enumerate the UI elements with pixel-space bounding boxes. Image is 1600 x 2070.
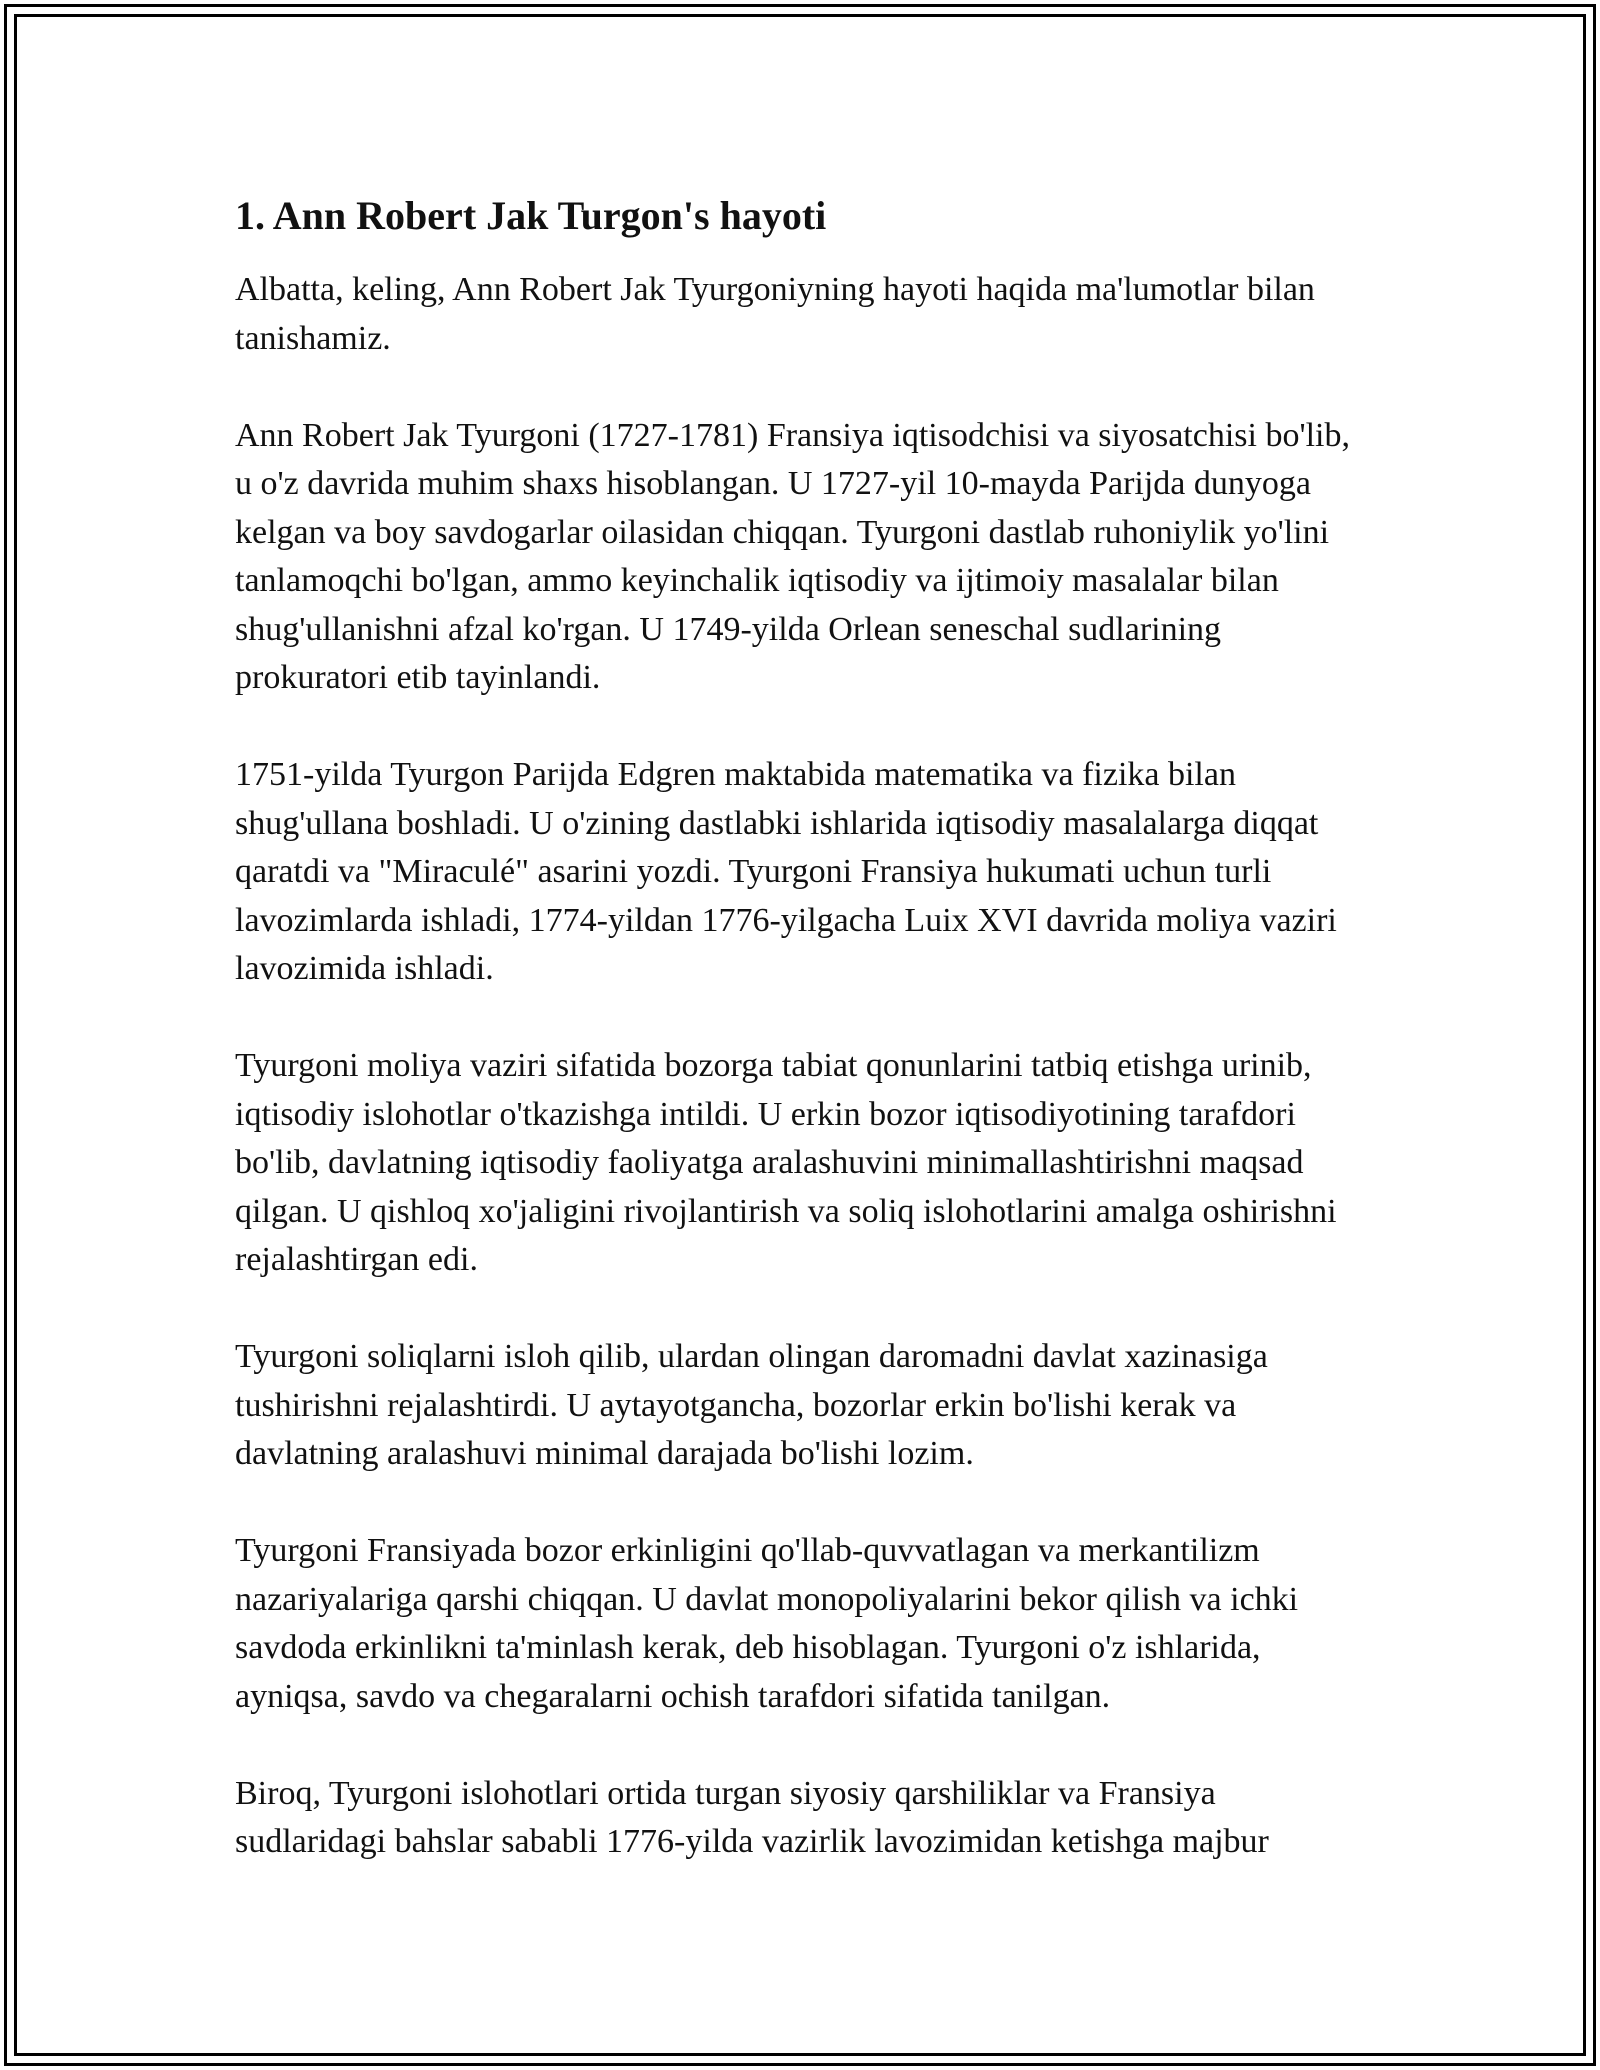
paragraph-finance-minister: Tyurgoni moliya vaziri sifatida bozorga tabiat qonunlarini tatbiq etishga urinib, iqtisodiy islohotlar o'tkazishga intildi. U erkin bozor iqtisodiyotining tarafdori bo'lib, davlatning iqtisodiy faoliyatga aralashuvini minimallashtirishni maqsad qilgan. U qishloq xo'jaligini rivojlantirish va soliq islohotlarini amalga oshirishni rejalashtirgan edi. [235,1047,1337,1278]
paragraph-resignation: Biroq, Tyurgoni islohotlari ortida turgan siyosiy qarshiliklar va Fransiya sudlaridagi bahslar sababli 1776-yilda vazirlik lavozimidan ketishga majbur [235,1774,1269,1860]
paragraph-1751: 1751-yilda Tyurgon Parijda Edgren maktabida matematika va fizika bilan shug'ullana boshladi. U o'zining dastlabki ishlarida iqtisodiy masalalarga diqqat qaratdi va "Miraculé" asarini yozdi. Tyurgoni Fransiya hukumati uchun turli lavozimlarda ishladi, 1774-yildan 1776-yilgacha Luix XVI davrida moliya vaziri lavozimida ishladi. [235,756,1337,987]
paragraph-intro: Albatta, keling, Ann Robert Jak Tyurgoniyning hayoti haqida ma'lumotlar bilan tanishamiz. [235,271,1315,357]
paragraph-biography: Ann Robert Jak Tyurgoni (1727-1781) Fransiya iqtisodchisi va siyosatchisi bo'lib, u o'z davrida muhim shaxs hisoblangan. U 1727-yil 10-mayda Parijda dunyoga kelgan va boy savdogarlar oilasidan chiqqan. Tyurgoni dastlab ruhoniylik yo'lini tanlamoqchi bo'lgan, ammo keyinchalik iqtisodiy va ijtimoiy masalalar bilan shug'ullanishni afzal ko'rgan. U 1749-yilda Orlean seneschal sudlarining prokuratori etib tayinlandi. [235,416,1350,696]
paragraph-free-market: Tyurgoni Fransiyada bozor erkinligini qo'llab-quvvatlagan va merkantilizm nazariyalariga qarshi chiqqan. U davlat monopoliyalarini bekor qilish va ichki savdoda erkinlikni ta'minlash kerak, deb hisoblagan. Tyurgoni o'z ishlarida, ayniqsa, savdo va chegaralarni ochish tarafdori sifatida tanilgan. [235,1532,1299,1715]
document-body [235,188,1365,1915]
paragraph-tax-reform: Tyurgoni soliqlarni isloh qilib, ulardan olingan daromadni davlat xazinasiga tushirishni rejalashtirdi. U aytayotgancha, bozorlar erkin bo'lishi kerak va davlatning aralashuvi minimal darajada bo'lishi lozim. [235,1338,1268,1472]
section-heading: 1. Ann Robert Jak Turgon's hayoti [235,193,827,238]
